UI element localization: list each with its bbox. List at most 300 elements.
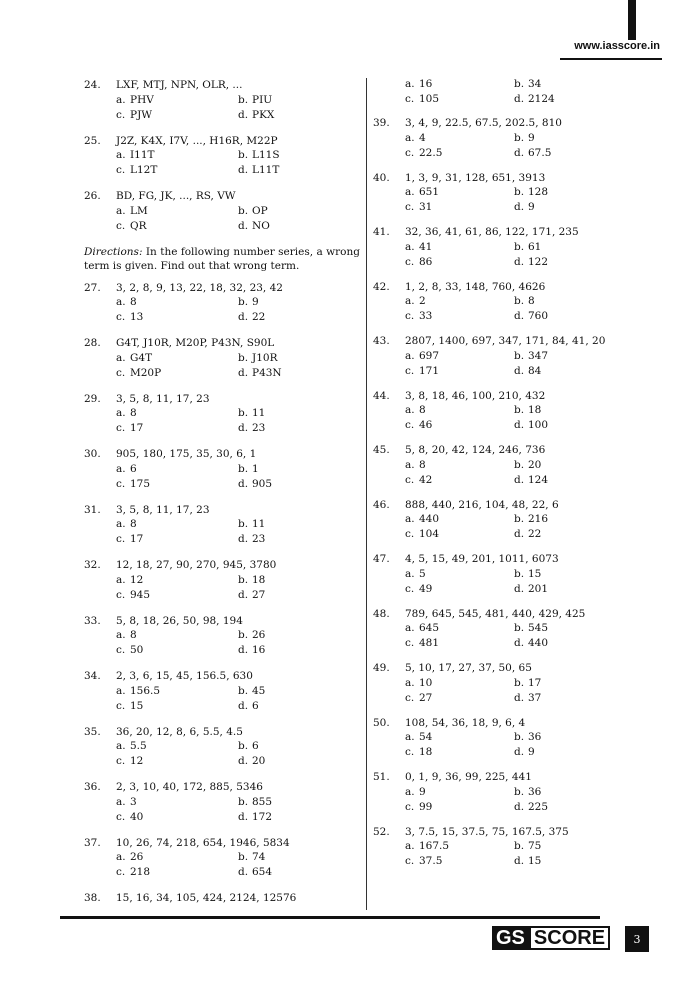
- option-grid: [84, 795, 360, 825]
- option-letter: d.: [514, 255, 525, 268]
- option-value: 124: [528, 473, 549, 486]
- option-grid: [84, 573, 360, 603]
- question-number: 52.: [373, 825, 390, 838]
- option-value: 201: [528, 582, 549, 595]
- option-value: 20: [528, 458, 542, 471]
- option-letter: a.: [405, 349, 415, 362]
- option-letter: a.: [116, 296, 126, 308]
- option: [116, 628, 238, 643]
- option-letter: b.: [514, 676, 525, 689]
- option-letter: d.: [238, 422, 249, 434]
- question: [373, 443, 623, 488]
- option-letter: d.: [238, 219, 249, 232]
- left-questions-before: [84, 78, 360, 234]
- question: [84, 336, 360, 381]
- option: [405, 78, 514, 93]
- option-grid: [373, 458, 623, 488]
- option-letter: c.: [405, 473, 415, 486]
- option-letter: a.: [116, 684, 126, 697]
- option-value: 84: [528, 364, 542, 377]
- gs-score-logo: [492, 926, 610, 950]
- option: [405, 131, 514, 146]
- option-letter: c.: [405, 201, 415, 213]
- option-letter: d.: [514, 201, 525, 213]
- option-value: 67.5: [528, 146, 552, 159]
- option: [514, 200, 623, 215]
- option-letter: a.: [116, 795, 126, 808]
- question-line: [373, 116, 623, 131]
- option-letter: c.: [405, 855, 415, 867]
- option: [405, 200, 514, 215]
- question-number: 42.: [373, 280, 390, 293]
- option-value: 216: [528, 513, 549, 525]
- option: [405, 349, 514, 364]
- option: [514, 418, 623, 433]
- option-value: LM: [130, 204, 148, 217]
- option: [238, 754, 360, 769]
- option: [238, 421, 360, 436]
- question-number: 41.: [373, 226, 390, 238]
- option-value: 4: [419, 131, 426, 144]
- option: [116, 795, 238, 810]
- option-letter: b.: [514, 458, 525, 471]
- question: [84, 669, 360, 714]
- question-text: 15, 16, 34, 105, 424, 2124, 12576: [116, 892, 297, 904]
- option-value: 225: [528, 800, 549, 813]
- option-value: 99: [419, 800, 433, 813]
- option-letter: d.: [238, 644, 249, 656]
- question-number: 46.: [373, 498, 390, 511]
- question-line: [84, 614, 360, 629]
- option: [405, 745, 514, 760]
- question-line: [373, 825, 623, 840]
- question: [84, 189, 360, 234]
- option-value: 50: [130, 644, 144, 656]
- option: [238, 351, 360, 366]
- question-line: [84, 78, 360, 93]
- question-text: 2, 3, 6, 15, 45, 156.5, 630: [116, 670, 253, 682]
- question-text: 3, 5, 8, 11, 17, 23: [116, 392, 210, 405]
- option-letter: c.: [116, 311, 126, 323]
- option-value: L12T: [130, 164, 158, 176]
- option-value: 9: [252, 296, 259, 308]
- option-letter: c.: [116, 219, 126, 232]
- option-value: 27: [419, 691, 433, 704]
- option-value: 8: [419, 458, 426, 471]
- option-value: 40: [130, 810, 144, 823]
- option-value: 100: [528, 419, 549, 431]
- site-url: www.iasscore.in: [574, 40, 660, 52]
- question-text: 888, 440, 216, 104, 48, 22, 6: [405, 498, 559, 511]
- question: [373, 498, 623, 543]
- option-letter: c.: [405, 637, 415, 649]
- option: [405, 730, 514, 745]
- option-value: 36: [528, 731, 542, 743]
- option: [405, 676, 514, 691]
- option-letter: a.: [116, 573, 126, 586]
- option: [514, 93, 623, 108]
- left-questions-after: [84, 281, 360, 906]
- option-value: 10: [419, 676, 433, 689]
- question-number: 44.: [373, 389, 390, 402]
- option: [514, 567, 623, 582]
- option: [405, 458, 514, 473]
- option-value: 17: [528, 676, 542, 689]
- question-number: 37.: [84, 836, 101, 849]
- option-letter: a.: [116, 351, 126, 364]
- carry-options: [373, 78, 623, 108]
- question-line: [84, 447, 360, 462]
- option-grid: [373, 185, 623, 215]
- question-line: [84, 336, 360, 351]
- question-line: [84, 189, 360, 204]
- question-number: 26.: [84, 190, 101, 202]
- option: [514, 785, 623, 800]
- option-letter: b.: [238, 518, 249, 530]
- question-text: 0, 1, 9, 36, 99, 225, 441: [405, 771, 532, 783]
- option-letter: a.: [116, 851, 126, 863]
- option-value: 49: [419, 582, 433, 595]
- option-grid: [373, 512, 623, 542]
- option-value: 16: [419, 78, 433, 90]
- option-value: 3: [130, 795, 137, 808]
- option-value: 33: [419, 310, 433, 322]
- option-value: 760: [528, 310, 549, 322]
- option-value: 23: [252, 533, 266, 545]
- option-grid: [84, 850, 360, 880]
- option: [116, 643, 238, 658]
- option: [116, 148, 238, 163]
- option-letter: d.: [514, 691, 525, 704]
- option-letter: a.: [116, 407, 126, 419]
- option: [514, 512, 623, 527]
- option-letter: c.: [116, 422, 126, 434]
- question: [84, 558, 360, 603]
- option: [238, 406, 360, 421]
- option-value: 6: [252, 699, 259, 712]
- option-letter: d.: [238, 366, 249, 379]
- option-letter: c.: [116, 533, 126, 545]
- option: [405, 185, 514, 200]
- option-value: OP: [252, 204, 268, 217]
- option-letter: b.: [514, 622, 525, 634]
- question-text: 36, 20, 12, 8, 6, 5.5, 4.5: [116, 725, 243, 738]
- option-grid: [84, 295, 360, 325]
- option: [405, 309, 514, 324]
- option-letter: a.: [116, 629, 126, 641]
- option: [405, 364, 514, 379]
- option-grid: [84, 351, 360, 381]
- header-rule: [560, 58, 662, 60]
- option-value: 15: [528, 567, 542, 580]
- question: [373, 770, 623, 815]
- option: [514, 839, 623, 854]
- option: [405, 418, 514, 433]
- question-number: 34.: [84, 670, 101, 682]
- option-value: QR: [130, 219, 147, 232]
- option: [405, 567, 514, 582]
- question-line: [373, 280, 623, 295]
- question: [373, 116, 623, 161]
- question: [84, 503, 360, 548]
- option-letter: c.: [116, 755, 126, 767]
- question-number: 43.: [373, 335, 390, 347]
- option: [116, 810, 238, 825]
- option: [116, 204, 238, 219]
- question-number: 31.: [84, 503, 101, 516]
- option-letter: d.: [514, 637, 525, 649]
- option-letter: d.: [238, 755, 249, 767]
- option-grid: [373, 294, 623, 324]
- option-grid: [373, 240, 623, 270]
- option-letter: b.: [238, 462, 249, 475]
- option-letter: b.: [514, 186, 525, 198]
- question-number: 51.: [373, 771, 390, 783]
- option-value: 22: [528, 528, 542, 540]
- option-value: 74: [252, 851, 266, 863]
- option-value: 697: [419, 349, 440, 362]
- option: [238, 517, 360, 532]
- question-line: [84, 891, 360, 906]
- option-letter: d.: [238, 108, 249, 121]
- option-value: L11S: [252, 149, 280, 161]
- question: [84, 281, 360, 326]
- option-value: 12: [130, 573, 144, 586]
- option: [238, 295, 360, 310]
- option-value: 8: [130, 629, 137, 641]
- option-letter: c.: [116, 366, 126, 379]
- option-value: 347: [528, 349, 549, 362]
- option: [514, 146, 623, 161]
- option-letter: b.: [514, 404, 525, 416]
- question: [373, 225, 623, 270]
- option-letter: c.: [116, 588, 126, 601]
- option: [514, 676, 623, 691]
- option-letter: b.: [238, 740, 249, 752]
- option-value: 86: [419, 255, 433, 268]
- option-value: 45: [252, 684, 266, 697]
- question: [373, 716, 623, 761]
- option: [514, 582, 623, 597]
- option-value: 34: [528, 78, 542, 90]
- question: [373, 334, 623, 379]
- option: [514, 294, 623, 309]
- question-text: 905, 180, 175, 35, 30, 6, 1: [116, 448, 257, 460]
- option-letter: c.: [116, 644, 126, 656]
- option: [514, 458, 623, 473]
- option-letter: a.: [116, 518, 126, 530]
- option-letter: b.: [514, 240, 525, 253]
- option: [238, 477, 360, 492]
- question: [84, 836, 360, 881]
- option: [514, 854, 623, 869]
- option-letter: a.: [405, 676, 415, 689]
- question-number: 33.: [84, 614, 101, 627]
- option: [116, 739, 238, 754]
- question: [373, 661, 623, 706]
- option-value: 46: [419, 419, 433, 431]
- option: [514, 621, 623, 636]
- option-value: 9: [419, 785, 426, 798]
- option: [238, 588, 360, 603]
- option: [116, 754, 238, 769]
- option-value: 75: [528, 840, 542, 852]
- option: [514, 78, 623, 93]
- option-value: 2: [419, 295, 426, 307]
- option-value: P43N: [252, 366, 282, 379]
- option: [116, 699, 238, 714]
- option: [238, 148, 360, 163]
- question-text: 1, 3, 9, 31, 128, 651, 3913: [405, 171, 546, 184]
- option-letter: b.: [238, 851, 249, 863]
- option-value: 5: [419, 567, 426, 580]
- option-value: 17: [130, 533, 144, 545]
- option: [238, 462, 360, 477]
- option: [116, 351, 238, 366]
- question: [373, 552, 623, 597]
- question-line: [373, 716, 623, 731]
- question-line: [84, 134, 360, 149]
- option-letter: a.: [405, 78, 415, 90]
- option: [238, 643, 360, 658]
- option-letter: d.: [238, 699, 249, 712]
- option-letter: b.: [238, 296, 249, 308]
- option-grid: [373, 839, 623, 869]
- option-value: 175: [130, 477, 151, 490]
- question-text: 3, 2, 8, 9, 13, 22, 18, 32, 23, 42: [116, 281, 283, 294]
- option: [238, 532, 360, 547]
- option-letter: d.: [514, 746, 525, 758]
- question-number: 24.: [84, 79, 101, 91]
- question: [84, 614, 360, 659]
- question-number: 50.: [373, 716, 390, 729]
- question-line: [373, 661, 623, 676]
- question-text: 108, 54, 36, 18, 9, 6, 4: [405, 716, 526, 729]
- option-letter: c.: [405, 419, 415, 431]
- directions-text: In the following number series, a wrong term is given. Find out that wrong term.: [84, 245, 360, 272]
- option-value: PHV: [130, 93, 154, 106]
- option-value: 167.5: [419, 840, 450, 852]
- question-text: 3, 8, 18, 46, 100, 210, 432: [405, 389, 546, 402]
- option-letter: c.: [116, 810, 126, 823]
- option-letter: a.: [116, 93, 126, 106]
- option: [514, 240, 623, 255]
- option: [116, 421, 238, 436]
- option: [514, 473, 623, 488]
- option-letter: a.: [405, 186, 415, 198]
- question-number: 29.: [84, 392, 101, 405]
- option: [116, 588, 238, 603]
- option: [116, 163, 238, 178]
- question-text: 5, 8, 18, 26, 50, 98, 194: [116, 614, 243, 627]
- option-value: 17: [130, 422, 144, 434]
- option-value: 11: [252, 518, 266, 530]
- option-letter: c.: [405, 146, 415, 159]
- option-letter: d.: [514, 364, 525, 377]
- option-letter: d.: [514, 146, 525, 159]
- question-line: [373, 607, 623, 622]
- option: [405, 403, 514, 418]
- option-value: 9: [528, 746, 535, 758]
- question-line: [84, 780, 360, 795]
- option-value: 31: [419, 201, 433, 213]
- option-value: 218: [130, 866, 151, 878]
- option-letter: d.: [238, 588, 249, 601]
- option-value: 16: [252, 644, 266, 656]
- option: [514, 527, 623, 542]
- option: [238, 865, 360, 880]
- option-letter: d.: [514, 800, 525, 813]
- option-letter: a.: [116, 462, 126, 475]
- option-letter: a.: [405, 513, 415, 525]
- option-value: 20: [252, 755, 266, 767]
- question-number: 38.: [84, 892, 101, 904]
- question-line: [373, 498, 623, 513]
- option-letter: c.: [116, 164, 126, 176]
- option-value: 8: [130, 296, 137, 308]
- option-value: 905: [252, 477, 273, 490]
- question-line: [373, 552, 623, 567]
- question: [84, 447, 360, 492]
- option-value: 122: [528, 255, 549, 268]
- option-value: 645: [419, 622, 440, 634]
- option-grid: [84, 204, 360, 234]
- question-number: 28.: [84, 337, 101, 349]
- option-value: PKX: [252, 108, 275, 121]
- option-grid: [373, 349, 623, 379]
- option-letter: b.: [514, 78, 525, 90]
- option: [405, 582, 514, 597]
- option: [238, 108, 360, 123]
- option-value: 22: [252, 311, 266, 323]
- option: [116, 684, 238, 699]
- option-letter: a.: [405, 840, 415, 852]
- option: [405, 785, 514, 800]
- option-value: 855: [252, 795, 273, 808]
- option: [116, 310, 238, 325]
- option-letter: c.: [405, 255, 415, 268]
- option: [514, 364, 623, 379]
- question-text: 5, 10, 17, 27, 37, 50, 65: [405, 662, 532, 674]
- question-line: [84, 558, 360, 573]
- question-line: [373, 171, 623, 186]
- option-value: 8: [130, 407, 137, 419]
- option: [238, 850, 360, 865]
- option-letter: c.: [405, 800, 415, 813]
- option-value: 8: [130, 518, 137, 530]
- option-value: 8: [419, 404, 426, 416]
- question-text: 1, 2, 8, 33, 148, 760, 4626: [405, 280, 546, 293]
- option-letter: c.: [116, 108, 126, 121]
- option: [238, 810, 360, 825]
- option-letter: b.: [238, 93, 249, 106]
- option-letter: a.: [405, 131, 415, 144]
- question: [84, 891, 360, 906]
- option: [405, 527, 514, 542]
- logo-gs: GS: [492, 926, 529, 950]
- option: [116, 108, 238, 123]
- option-value: 22.5: [419, 146, 443, 159]
- option-letter: d.: [514, 528, 525, 540]
- option-letter: a.: [116, 149, 126, 161]
- option-letter: a.: [116, 204, 126, 217]
- option-letter: a.: [116, 740, 126, 752]
- option-letter: b.: [238, 629, 249, 641]
- option-value: 945: [130, 588, 151, 601]
- option: [405, 854, 514, 869]
- option-value: 651: [419, 186, 440, 198]
- option-value: 12: [130, 755, 144, 767]
